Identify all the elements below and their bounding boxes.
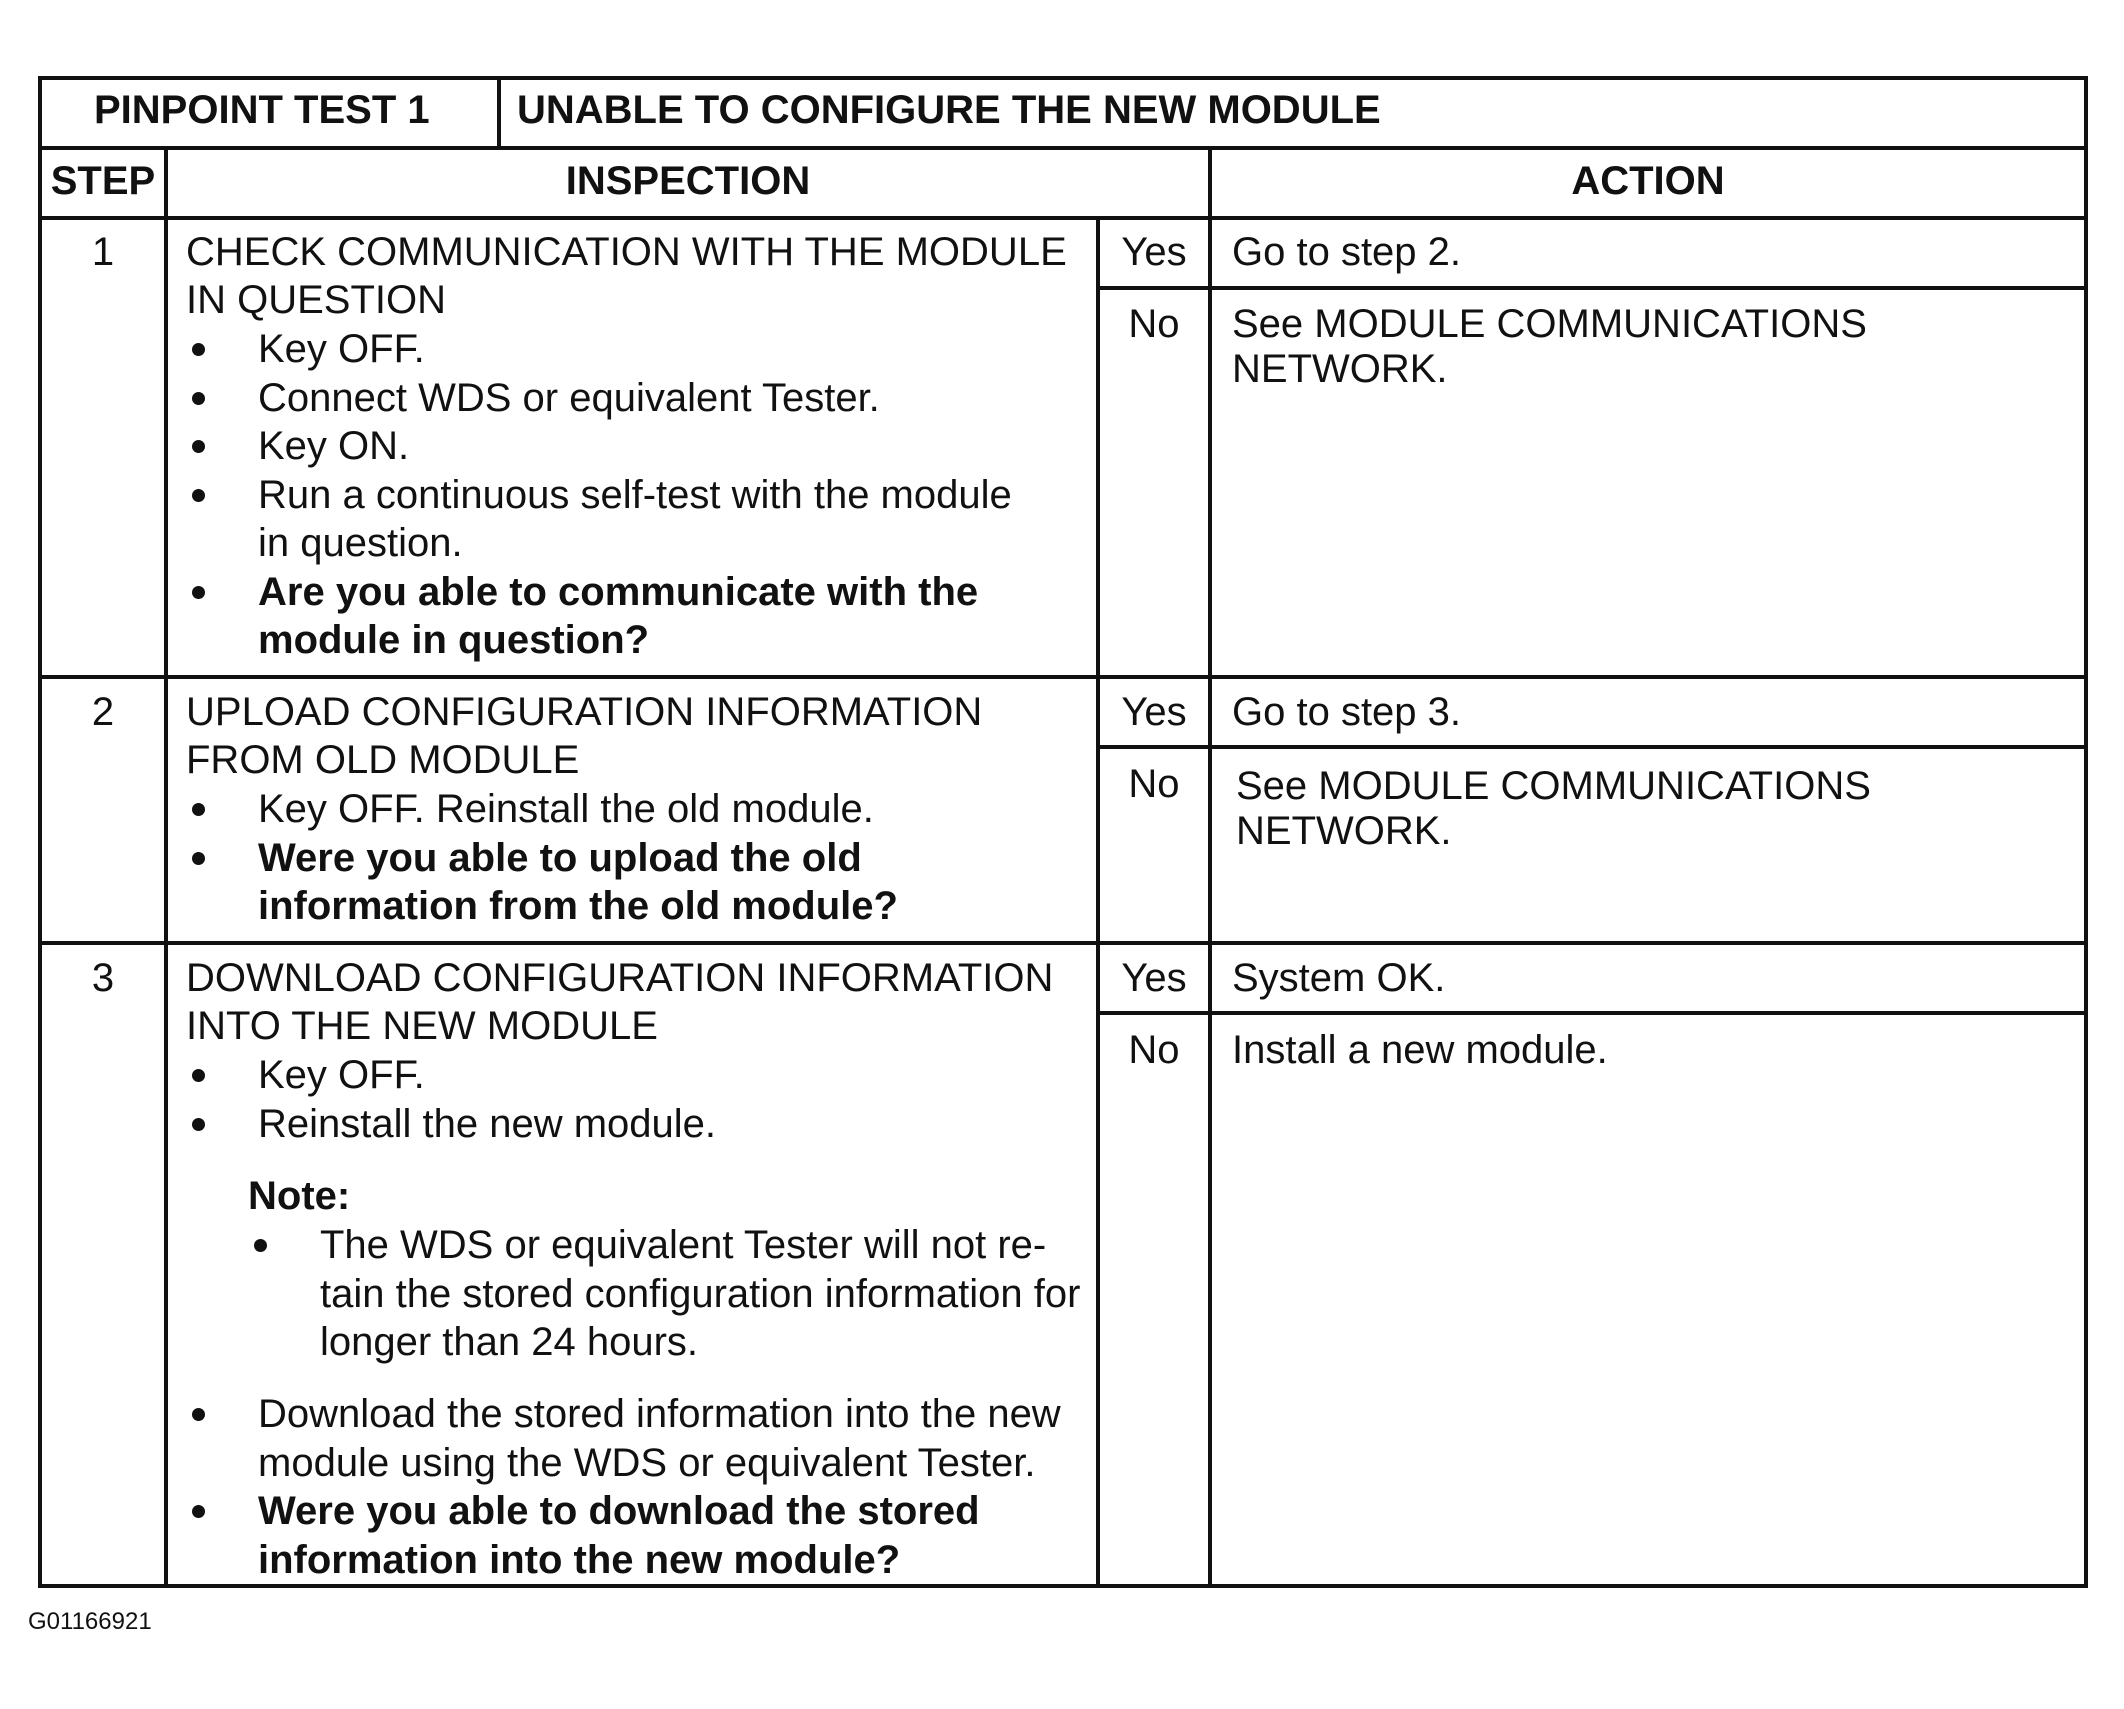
bullet-text: Run a continuous self-test with the module	[258, 472, 1012, 517]
column-action: ACTION	[1571, 159, 1725, 203]
step-title-line: INTO THE NEW MODULE	[186, 1004, 658, 1048]
bullet-item-question	[186, 1487, 1061, 1584]
bullet-text: Were you able to upload the old	[258, 835, 862, 880]
step-2-bullets	[186, 785, 898, 931]
test-title: UNABLE TO CONFIGURE THE NEW MODULE	[517, 88, 1381, 132]
bullet-text: Key OFF.	[258, 327, 425, 371]
column-inspection: INSPECTION	[565, 159, 811, 203]
yes-label: Yes	[1121, 230, 1187, 274]
rule-step3-yes-bottom	[1096, 1011, 2084, 1015]
no-action-line: Install a new module.	[1232, 1028, 1608, 1072]
bullet-text: in question.	[258, 521, 463, 565]
note-list	[248, 1221, 1080, 1367]
no-action-line: See MODULE COMMUNICATIONS	[1236, 764, 1871, 808]
bullet-item	[186, 422, 1012, 471]
step-3-bullets-after	[186, 1390, 1061, 1584]
bullet-item-question	[186, 568, 1012, 665]
yes-label: Yes	[1121, 956, 1187, 1000]
figure-id: G01166921	[28, 1608, 152, 1635]
yes-action: Go to step 3.	[1232, 690, 1462, 734]
bullet-text: Connect WDS or equivalent Tester.	[258, 375, 880, 420]
bullet-item	[186, 471, 1012, 568]
rule-step2-bottom	[42, 941, 2084, 945]
step-number: 1	[91, 230, 115, 274]
step-title-line: CHECK COMMUNICATION WITH THE MODULE	[186, 230, 1067, 274]
step-title-line: FROM OLD MODULE	[186, 738, 580, 782]
test-id: PINPOINT TEST 1	[94, 88, 430, 132]
rule-yesno-col	[1096, 216, 1100, 1588]
step-title-line: IN QUESTION	[186, 278, 447, 322]
step-3-bullets	[186, 1051, 716, 1148]
step-number: 2	[91, 690, 115, 734]
bullet-text: information from the old module?	[258, 884, 898, 928]
note-text: tain the stored configuration information for	[320, 1271, 1081, 1316]
yes-label: Yes	[1121, 690, 1187, 734]
rule-step1-bottom	[42, 675, 2084, 679]
no-action-line: NETWORK.	[1232, 347, 1448, 391]
bullet-item	[186, 1051, 716, 1100]
bullet-item	[186, 1390, 1061, 1487]
bullet-text: module in question?	[258, 618, 650, 662]
note-text: longer than 24 hours.	[320, 1320, 699, 1364]
pinpoint-test-table	[38, 76, 2088, 1588]
rule-step2-yes-bottom	[1096, 745, 2084, 749]
rule-header-divider	[497, 80, 501, 146]
no-action-line: NETWORK.	[1236, 809, 1452, 853]
bullet-text: Were you able to download the stored	[258, 1489, 980, 1533]
bullet-text: Key OFF. Reinstall the old module.	[258, 787, 874, 831]
note-label: Note:	[248, 1174, 351, 1218]
rule-header-bottom	[42, 146, 2084, 150]
step-number: 3	[91, 956, 115, 1000]
note-item	[248, 1221, 1080, 1367]
bullet-text: Are you able to communicate with the	[258, 569, 979, 614]
no-label: No	[1128, 1028, 1180, 1072]
bullet-item	[186, 1100, 716, 1149]
yes-action: Go to step 2.	[1232, 230, 1462, 274]
step-title-line: DOWNLOAD CONFIGURATION INFORMATION	[186, 956, 1054, 1000]
bullet-text: information into the new module?	[258, 1537, 901, 1582]
bullet-item	[186, 374, 1012, 423]
rule-action-col	[1208, 146, 1212, 1588]
bullet-item	[186, 785, 898, 834]
yes-action: System OK.	[1232, 956, 1446, 1000]
bullet-text: Key ON.	[258, 424, 410, 468]
rule-columns-bottom	[42, 216, 2084, 220]
column-step: STEP	[50, 159, 156, 203]
no-action-line: See MODULE COMMUNICATIONS	[1232, 302, 1867, 346]
bullet-text: module using the WDS or equivalent Tester.	[258, 1440, 1036, 1485]
no-label: No	[1128, 762, 1180, 806]
bullet-item	[186, 325, 1012, 374]
rule-step-col	[164, 146, 168, 1588]
step-1-bullets	[186, 325, 1012, 665]
bullet-text: Key OFF.	[258, 1053, 425, 1097]
bullet-text: Download the stored information into the new	[258, 1392, 1061, 1436]
bullet-text: Reinstall the new module.	[258, 1101, 717, 1146]
no-label: No	[1128, 302, 1180, 346]
bullet-item-question	[186, 834, 898, 931]
rule-step1-yes-bottom	[1096, 286, 2084, 290]
note-text: The WDS or equivalent Tester will not re-	[320, 1223, 1047, 1267]
step-title-line: UPLOAD CONFIGURATION INFORMATION	[186, 690, 983, 734]
